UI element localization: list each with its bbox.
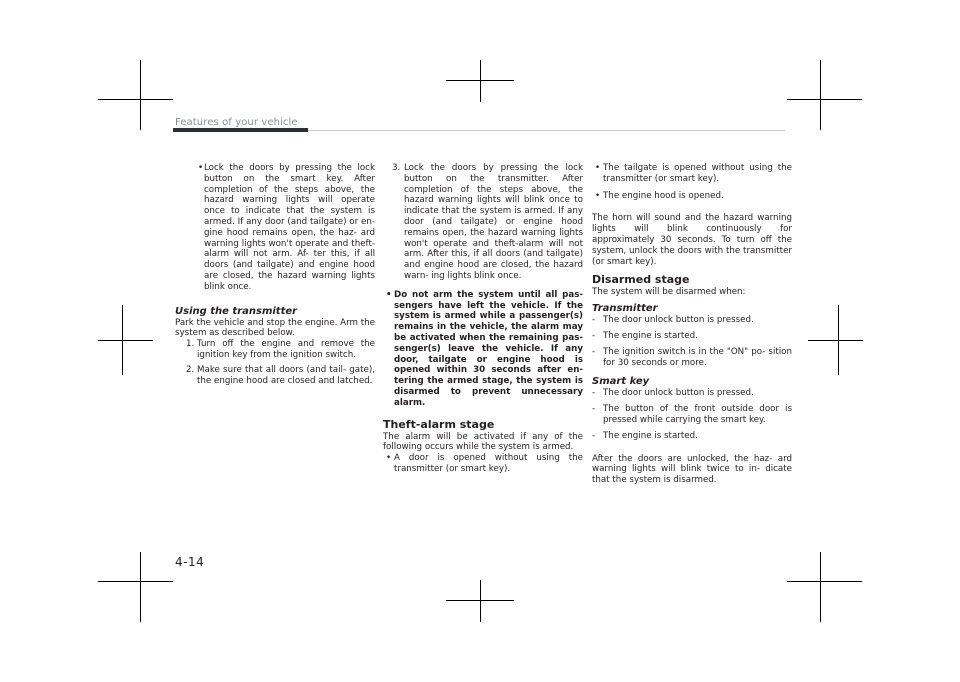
crop-mark bbox=[98, 340, 153, 341]
bullet-mark: • bbox=[595, 190, 601, 201]
paragraph: The tailgate is opened without using the transmitter (or smart key). bbox=[603, 163, 792, 184]
paragraph: Lock the doors by pressing the lock button on the transmitter. After completion of the steps above, the hazard warning lights will blink once to indicate that the system is armed. If any door (and tailgate) or engine hood remains open, the hazard warning lights won't operate and theft-alarm will not arm. After this, if all doors (and tailgate) and engine hood are closed, the hazard warn- ing lights blink once. bbox=[404, 163, 583, 281]
crop-mark bbox=[820, 60, 821, 130]
list-item bbox=[175, 339, 375, 361]
list-item bbox=[175, 365, 375, 387]
paragraph: The engine is started. bbox=[603, 430, 698, 441]
header-bar bbox=[173, 128, 308, 132]
list-item bbox=[592, 163, 792, 185]
paragraph: After the doors are unlocked, the haz- ard warning lights will blink twice to in- dicate that the system is disarmed. bbox=[592, 453, 792, 486]
column-3 bbox=[592, 163, 792, 486]
crop-mark bbox=[480, 580, 481, 622]
paragraph: The button of the front outside door is pressed while carrying the smart key. bbox=[603, 404, 792, 425]
list-item bbox=[383, 163, 583, 282]
list-item bbox=[592, 331, 792, 342]
section-heading: Disarmed stage bbox=[592, 273, 690, 287]
paragraph: The horn will sound and the hazard warning lights will blink continuously for approximately 30 seconds. To turn off the system, unlock the doors with the transmitter (or smart key). bbox=[592, 213, 792, 267]
step-number: 3. bbox=[392, 163, 401, 173]
section-title: Features of your vehicle bbox=[175, 117, 298, 128]
warning-text: Do not arm the system until all pas- sengers have left the vehicle. If the system is armed while a passenger(s) remains in the vehicle, the alarm may be activated when the remaining pas- senger(s) leave the vehicle. If any door, tailgate or engine hood is opened within 30 seconds after en- tering the armed stage, the system is disarmed to prevent unnecessary alarm. bbox=[394, 289, 583, 408]
paragraph: Lock the doors by pressing the lock button on the smart key. After completion of the steps above, the hazard warning lights will operate once to indicate that the system is armed. If any door (and tailgate) or en- gine hood remains open, the haz- ard warning lights won't operate and theft-alarm will not arm. Af- ter this, if all doors (and tailgate) and engine hood are closed, the hazard warning lights blink once. bbox=[204, 163, 375, 292]
dash-mark: - bbox=[592, 404, 596, 415]
step-number: 1. bbox=[186, 339, 195, 350]
crop-mark bbox=[808, 340, 863, 341]
bullet-mark: • bbox=[595, 163, 601, 173]
column-2 bbox=[383, 163, 583, 475]
bullet-mark: • bbox=[198, 163, 204, 173]
dash-mark: - bbox=[592, 388, 596, 399]
subsection-heading: Smart key bbox=[592, 376, 650, 388]
list-item bbox=[592, 404, 792, 426]
crop-mark bbox=[787, 581, 862, 582]
list-item bbox=[592, 347, 792, 369]
paragraph: The ignition switch is in the "ON" po- sition for 30 seconds or more. bbox=[603, 346, 792, 368]
crop-mark bbox=[98, 581, 173, 582]
paragraph: The door unlock button is pressed. bbox=[603, 388, 754, 399]
subsection-heading: Transmitter bbox=[592, 303, 658, 315]
column-1 bbox=[175, 163, 375, 386]
dash-mark: - bbox=[592, 430, 596, 441]
list-item bbox=[175, 163, 375, 293]
dash-mark: - bbox=[592, 330, 596, 341]
paragraph: A door is opened without using the transmitter (or smart key). bbox=[394, 453, 583, 474]
crop-mark bbox=[820, 552, 821, 622]
paragraph: The engine is started. bbox=[603, 330, 698, 341]
crop-mark bbox=[838, 305, 839, 375]
dash-mark: - bbox=[592, 346, 596, 357]
page-number: 4-14 bbox=[175, 555, 205, 569]
paragraph: Make sure that all doors (and tail- gate), the engine hood are closed and latched. bbox=[197, 364, 375, 386]
paragraph: The door unlock button is pressed. bbox=[603, 315, 754, 326]
paragraph: Turn off the engine and remove the ignition key from the ignition switch. bbox=[197, 339, 375, 360]
crop-mark bbox=[140, 552, 141, 622]
crop-mark bbox=[140, 60, 141, 130]
section-heading: Using the transmitter bbox=[175, 305, 298, 317]
dash-mark: - bbox=[592, 315, 596, 326]
crop-mark bbox=[787, 99, 862, 100]
paragraph: The system will be disarmed when: bbox=[592, 287, 746, 298]
list-item bbox=[383, 453, 583, 475]
list-item bbox=[592, 388, 792, 399]
list-item bbox=[592, 431, 792, 442]
section-heading: Theft-alarm stage bbox=[383, 417, 495, 431]
step-number: 2. bbox=[186, 364, 195, 375]
warning-item bbox=[383, 290, 583, 409]
bullet-mark: • bbox=[386, 289, 392, 300]
paragraph: The alarm will be activated if any of the following occurs while the system is armed. bbox=[383, 431, 583, 453]
bullet-mark: • bbox=[386, 453, 392, 464]
crop-mark bbox=[122, 305, 123, 375]
paragraph: Park the vehicle and stop the engine. Arm the system as described below. bbox=[175, 317, 375, 339]
list-item bbox=[592, 315, 792, 326]
crop-mark bbox=[480, 60, 481, 102]
crop-mark bbox=[98, 99, 173, 100]
paragraph: The engine hood is opened. bbox=[603, 190, 724, 201]
list-item bbox=[592, 191, 792, 202]
